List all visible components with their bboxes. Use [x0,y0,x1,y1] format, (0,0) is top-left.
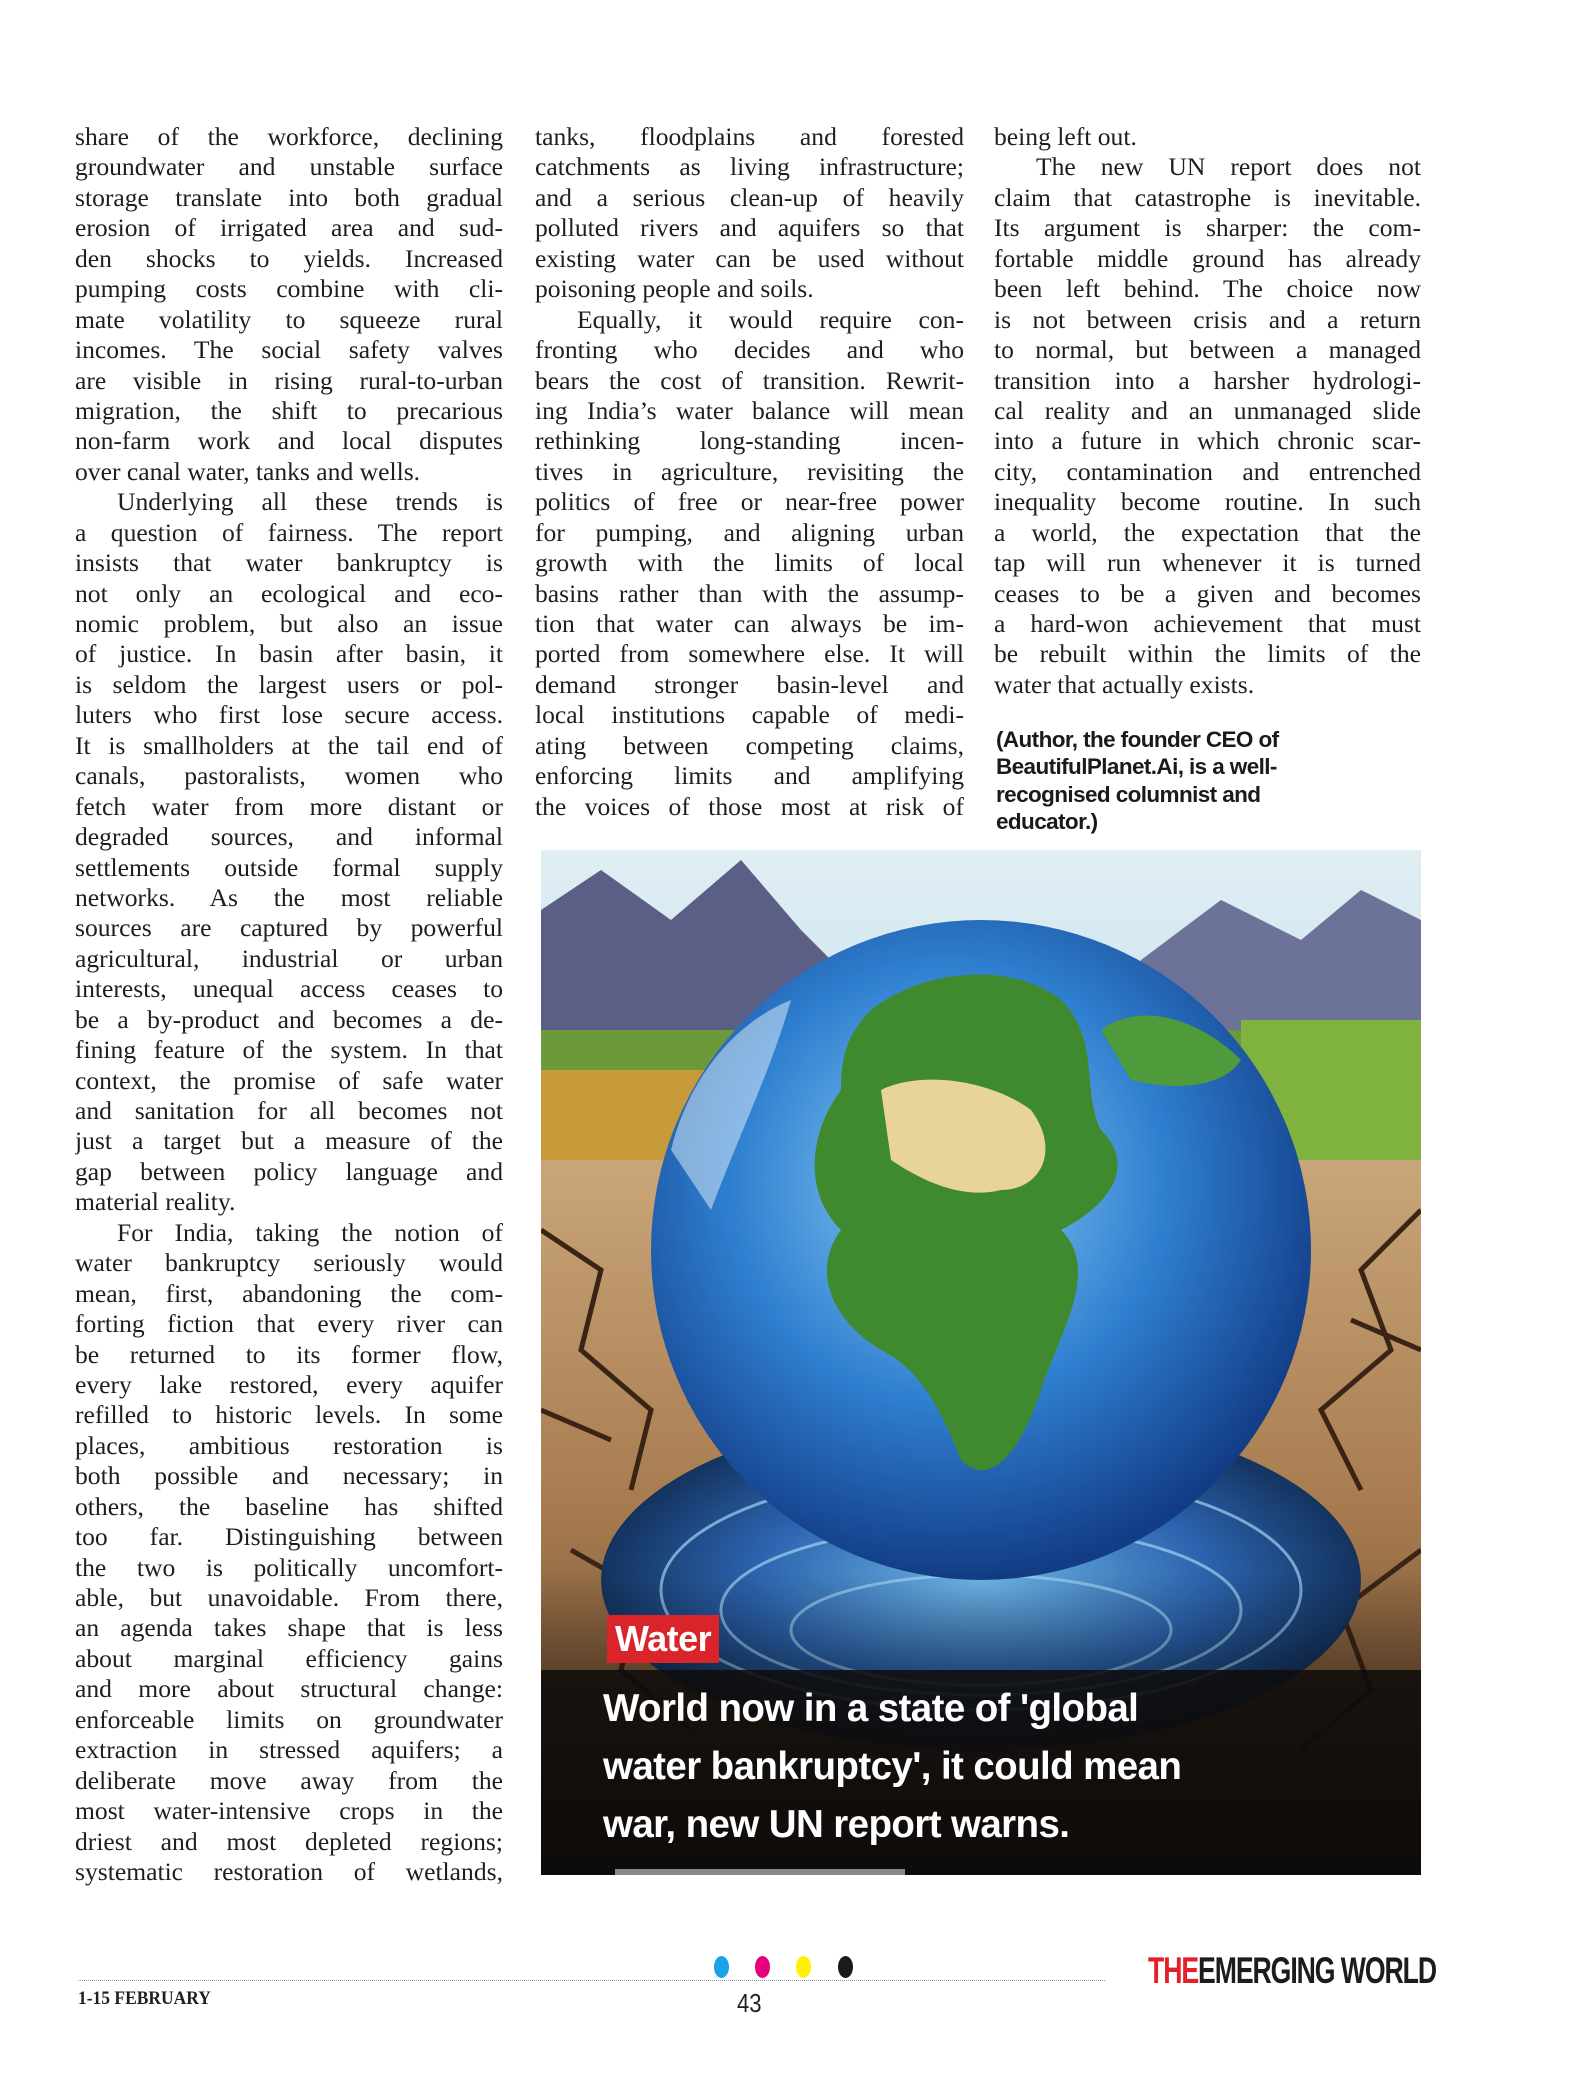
article-line: over canal water, tanks and wells. [75,456,421,486]
author-bio [996,726,1416,835]
article-line: rethinking long-standing incen- [535,426,964,456]
article-line: incomes. The social safety valves [75,335,503,365]
article-line: ported from somewhere else. It will [535,639,964,669]
article-line: agricultural, industrial or urban [75,943,503,973]
article-line: most water-intensive crops in the [75,1796,503,1826]
article-line: den shocks to yields. Increased [75,243,503,273]
article-line: basins rather than with the assump- [535,578,964,608]
article-line: enforceable limits on groundwater [75,1704,503,1734]
article-line: the two is politically uncomfort- [75,1552,503,1582]
article-line: insists that water bankruptcy is [75,548,503,578]
article-line: networks. As the most reliable [75,882,503,912]
article-line: others, the baseline has shifted [75,1491,503,1521]
article-line: local institutions capable of medi- [535,700,964,730]
article-line: sources are captured by powerful [75,913,503,943]
author-bio-line: recognised columnist and [996,781,1261,807]
logo-emerging-world: EMERGING WORLD [1198,1950,1436,1991]
article-line: fetch water from more distant or [75,791,503,821]
registration-dot-yellow [796,1956,811,1978]
article-line: context, the promise of safe water [75,1065,503,1095]
registration-dot-cyan [714,1956,729,1978]
article-line: For India, taking the notion of [117,1217,503,1247]
article-line: be returned to its former flow, [75,1339,503,1369]
article-line: bears the cost of transition. Rewrit- [535,365,964,395]
author-bio-line: (Author, the founder CEO of [996,727,1279,752]
article-line: tion that water can always be im- [535,609,964,638]
article-line: a hard-won achievement that must [994,609,1421,638]
article-line: systematic restoration of wetlands, [75,1856,503,1886]
article-line: enforcing limits and amplifying [535,761,964,791]
article-line: about marginal efficiency gains [75,1643,503,1673]
article-line: and a serious clean-up of heavily [535,182,964,212]
headline-line: war, new UN report warns. [603,1803,1070,1846]
article-line: demand stronger basin-level and [535,669,964,699]
logo-the: THE [1148,1950,1199,1991]
article-line: both possible and necessary; in [75,1461,503,1491]
issue-date: 1-15 FEBRUARY [78,1988,211,2009]
headline-line: water bankruptcy', it could mean [603,1745,1182,1788]
article-line: growth with the limits of local [535,548,964,578]
article-line: It is smallholders at the tail end of [75,730,503,760]
article-line: driest and most depleted regions; [75,1826,503,1856]
article-line: fining feature of the system. In that [75,1035,503,1065]
article-line: not only an ecological and eco- [75,578,503,608]
article-column-1 [75,122,503,1887]
article-line: tives in agriculture, revisiting the [535,456,964,486]
page-number: 43 [737,1988,762,2018]
article-line: settlements outside formal supply [75,852,503,882]
article-line: tanks, floodplains and forested [535,122,964,151]
article-line: share of the workforce, declining [75,122,503,151]
article-line: Equally, it would require con- [577,304,964,334]
article-line: water bankruptcy seriously would [75,1248,503,1278]
article-line: migration, the shift to precarious [75,395,503,425]
article-line: polluted rivers and aquifers so that [535,213,964,243]
article-line: been left behind. The choice now [994,274,1421,304]
article-line: cal reality and an unmanaged slide [994,395,1421,425]
article-illustration [541,850,1421,1875]
article-line: of justice. In basin after basin, it [75,639,503,669]
article-line: Underlying all these trends is [117,487,503,517]
article-line: ceases to be a given and becomes [994,578,1421,608]
article-line: be a by-product and becomes a de- [75,1004,503,1034]
article-line: erosion of irrigated area and sud- [75,213,503,243]
article-line: places, ambitious restoration is [75,1430,503,1460]
video-progress-bar [615,1869,905,1875]
registration-dot-magenta [755,1956,770,1978]
article-line: for pumping, and aligning urban [535,517,964,547]
article-column-2 [535,122,964,822]
article-line: Its argument is sharper: the com- [994,213,1421,243]
article-line: forting fiction that every river can [75,1309,503,1339]
article-line: are visible in rising rural-to-urban [75,365,503,395]
registration-dot-black [838,1956,853,1978]
article-line: the voices of those most at risk of [535,791,964,821]
footer-divider [78,1980,1105,1981]
article-line: is not between crisis and a return [994,304,1421,334]
article-line: catchments as living infrastructure; [535,152,964,182]
article-line: and more about structural change: [75,1674,503,1704]
article-line: degraded sources, and informal [75,822,503,852]
article-line: and sanitation for all becomes not [75,1096,503,1125]
article-line: refilled to historic levels. In some [75,1400,503,1430]
article-line: is seldom the largest users or pol- [75,669,503,699]
illustration-headline [603,1680,1181,1854]
article-line: poisoning people and soils. [535,274,814,304]
article-line: interests, unequal access ceases to [75,974,503,1004]
article-line: extraction in stressed aquifers; a [75,1735,503,1765]
author-bio-line: educator.) [996,808,1098,834]
article-line: to normal, but between a managed [994,335,1421,365]
article-line: ing India’s water balance will mean [535,395,964,425]
article-line: a world, the expectation that the [994,517,1421,547]
article-line: gap between policy language and [75,1156,503,1186]
article-line: into a future in which chronic scar- [994,426,1421,456]
article-line: city, contamination and entrenched [994,456,1421,486]
article-line: water that actually exists. [994,669,1255,699]
article-line: nomic problem, but also an issue [75,609,503,638]
article-line: ating between competing claims, [535,730,964,760]
category-tag: Water [607,1615,719,1663]
article-line: claim that catastrophe is inevitable. [994,182,1421,212]
article-line: mate volatility to squeeze rural [75,304,503,334]
article-line: too far. Distinguishing between [75,1522,503,1552]
article-line: tap will run whenever it is turned [994,548,1421,578]
article-line: politics of free or near-free power [535,487,964,517]
article-line: luters who first lose secure access. [75,700,503,730]
article-line: non-farm work and local disputes [75,426,503,456]
article-line: existing water can be used without [535,243,964,273]
article-column-3 [994,122,1421,700]
article-line: pumping costs combine with cli- [75,274,503,304]
article-line: transition into a harsher hydrologi- [994,365,1421,395]
article-line: being left out. [994,122,1137,151]
article-line: The new UN report does not [1036,152,1421,182]
article-line: an agenda takes shape that is less [75,1613,503,1643]
article-line: be rebuilt within the limits of the [994,639,1421,669]
article-line: fortable middle ground has already [994,243,1421,273]
article-line: inequality become routine. In such [994,487,1421,517]
article-line: groundwater and unstable surface [75,152,503,182]
publication-logo [1148,1950,1436,1992]
article-line: storage translate into both gradual [75,182,503,212]
author-bio-line: BeautifulPlanet.Ai, is a well- [996,754,1277,780]
article-line: deliberate move away from the [75,1765,503,1795]
article-line: a question of fairness. The report [75,517,503,547]
article-line: mean, first, abandoning the com- [75,1278,503,1308]
headline-line: World now in a state of 'global [603,1687,1139,1730]
article-line: able, but unavoidable. From there, [75,1583,503,1612]
article-line: every lake restored, every aquifer [75,1369,503,1399]
article-line: just a target but a measure of the [75,1126,503,1156]
article-line: material reality. [75,1187,236,1217]
article-line: canals, pastoralists, women who [75,761,503,791]
article-line: fronting who decides and who [535,335,964,365]
